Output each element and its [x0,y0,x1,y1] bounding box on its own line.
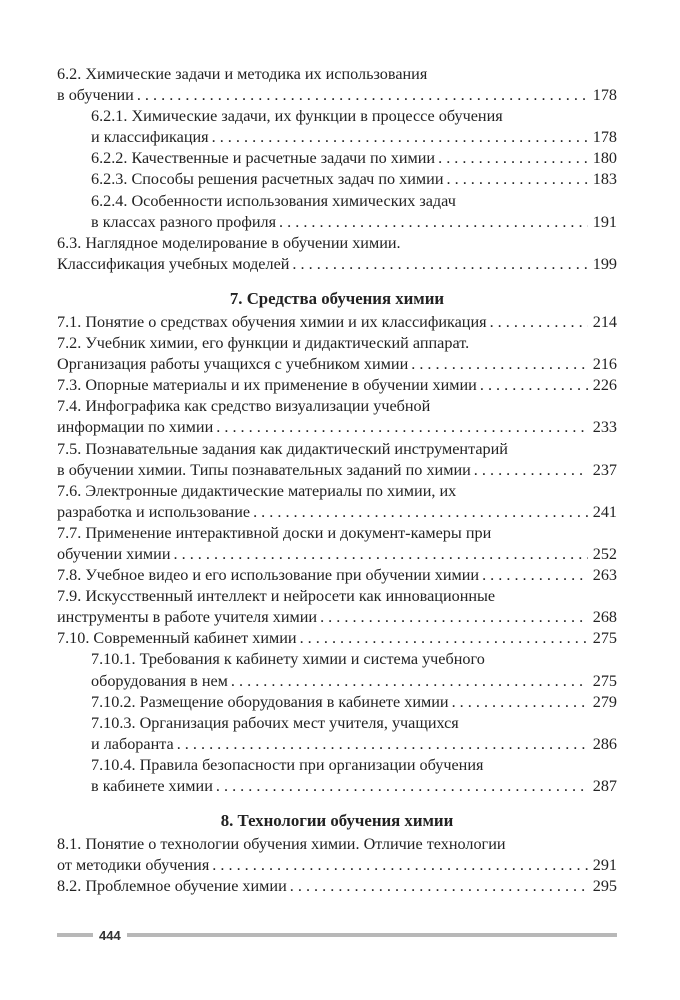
toc-entry-title-line: 6.2. Химические задачи и методика их использования [57,65,428,83]
toc-entry-last-line [57,375,617,396]
toc-entry-title-line: в классах разного профиля [91,212,277,231]
toc-entry-last-line [57,565,617,586]
toc-entry-page: 180 [592,149,617,168]
toc-entry-page: 191 [592,212,617,231]
page-footer [57,927,617,943]
toc-entry-title-line: 7.10.2. Размещение оборудования в кабинете химии [91,692,449,711]
toc-entry-title-line: Классификация учебных моделей [57,254,290,273]
footer-rule-left [57,933,93,937]
toc-entry [57,396,617,438]
toc-entry-last-line [91,148,617,169]
toc-entry [57,692,617,713]
toc-entry [57,169,617,190]
toc-entry [57,755,617,797]
toc-entry [57,628,617,649]
dot-leader [177,734,588,755]
toc-entry-page: 199 [592,254,617,273]
toc-entry-title-line: 7.9. Искусственный интеллект и нейросети как инновационные [57,587,496,606]
toc-entry-last-line [91,212,617,233]
toc-entry-page: 178 [592,128,617,147]
toc-entry-page: 275 [592,629,617,648]
dot-leader [212,855,588,876]
toc-entry-title-line: 7.5. Познавательные задания как дидактический инструментарий [57,439,508,458]
toc-entry-page: 252 [592,544,617,563]
table-of-contents [57,64,617,897]
toc-entry-page: 183 [592,170,617,189]
toc-entry-title-line: 8.2. Проблемное обучение химии [57,877,287,896]
toc-entry-page: 237 [592,460,617,479]
toc-group-chapter-7 [57,312,617,797]
dot-leader [452,692,588,713]
toc-entry [57,333,617,375]
dot-leader [411,354,588,375]
dot-leader [137,85,588,106]
toc-entry-title-line: от методики обучения [57,856,210,875]
toc-entry-page: 268 [592,608,617,627]
toc-entry [57,834,617,876]
toc-entry-page: 214 [592,312,617,331]
footer-rule-right [127,933,617,937]
toc-entry [57,106,617,148]
dot-leader [447,169,589,190]
toc-entry-last-line [57,876,617,897]
toc-entry-title-line: 6.2.3. Способы решения расчетных задач по химии [91,170,444,189]
toc-entry [57,375,617,396]
toc-entry-last-line [91,169,617,190]
dot-leader [174,544,589,565]
toc-entry-title-line: 6.2.4. Особенности использования химических задач [91,191,456,210]
toc-entry [57,586,617,628]
toc-entry-title-line: 7.2. Учебник химии, его функции и дидактический аппарат. [57,334,470,353]
toc-entry [57,148,617,169]
dot-leader [320,607,588,628]
toc-group-chapter-8 [57,834,617,897]
toc-entry-last-line [57,502,617,523]
toc-entry-last-line [91,671,617,692]
toc-entry [57,312,617,333]
toc-entry [57,191,617,233]
dot-leader [212,127,588,148]
dot-leader [216,776,588,797]
dot-leader [438,148,588,169]
toc-entry-last-line [57,312,617,333]
toc-entry-title-line: в обучении [57,86,134,105]
toc-entry-title-line: инструменты в работе учителя химии [57,608,318,627]
toc-entry-last-line [57,544,617,565]
toc-entry-last-line [91,127,617,148]
toc-entry-title-line: 6.3. Наглядное моделирование в обучении химии. [57,233,401,252]
toc-group-chapter-6 [57,64,617,275]
toc-entry-title-line: 7.1. Понятие о средствах обучения химии и их классификация [57,312,487,331]
toc-entry-title-line: 8.1. Понятие о технологии обучения химии. Отличие технологии [57,835,506,854]
toc-entry [57,523,617,565]
toc-entry-title-line: 7.10.4. Правила безопасности при организации обучения [91,755,484,774]
dot-leader [279,212,588,233]
toc-entry-last-line [57,460,617,481]
toc-entry-title-line: обучении химии [57,544,171,563]
dot-leader [292,254,588,275]
dot-leader [290,876,588,897]
dot-leader [474,460,588,481]
toc-entry [57,481,617,523]
toc-entry-title-line: оборудования в нем [91,671,228,690]
toc-entry-title-line: 7.7. Применение интерактивной доски и документ-камеры при [57,523,492,542]
toc-entry-title-line: в кабинете химии [91,777,213,795]
toc-entry-page: 275 [592,671,617,690]
dot-leader [300,628,588,649]
toc-entry-page: 263 [592,566,617,585]
toc-entry [57,713,617,755]
toc-entry-title-line: и лаборанта [91,734,174,753]
dot-leader [490,312,588,333]
toc-entry-last-line [57,628,617,649]
toc-entry-page: 241 [592,502,617,521]
toc-entry-last-line [57,85,617,106]
toc-entry-title-line: 7.4. Инфографика как средство визуализации учебной [57,397,431,416]
toc-entry-title-line: 6.2.1. Химические задачи, их функции в процессе обучения [91,107,503,126]
toc-entry-page: 279 [592,692,617,711]
dot-leader [216,417,588,438]
toc-entry-last-line [91,776,617,797]
toc-entry-title-line: 7.8. Учебное видео и его использование при обучении химии [57,566,480,585]
toc-entry-page: 291 [592,856,617,875]
toc-entry-page: 295 [592,877,617,896]
toc-entry-title-line: Организация работы учащихся с учебником химии [57,355,409,374]
toc-entry-title-line: 7.3. Опорные материалы и их применение в обучении химии [57,376,477,395]
dot-leader [253,502,588,523]
toc-entry-title-line: 7.10.1. Требования к кабинету химии и система учебного [91,650,485,669]
toc-entry-title-line: 7.10. Современный кабинет химии [57,629,297,648]
toc-entry-title-line: разработка и использование [57,502,251,521]
toc-entry [57,64,617,106]
toc-entry-last-line [57,354,617,375]
toc-entry-last-line [57,607,617,628]
toc-entry [57,876,617,897]
toc-entry-page: 226 [592,376,617,395]
toc-entry-last-line [57,254,617,275]
toc-entry-page: 233 [592,418,617,437]
toc-entry [57,233,617,275]
toc-entry-title-line: и классификация [91,128,209,147]
toc-entry-page: 216 [592,355,617,374]
toc-entry-title-line: 7.10.3. Организация рабочих мест учителя, учащихся [91,713,459,732]
page-number: 444 [99,927,121,943]
toc-entry-last-line [57,417,617,438]
toc-entry-title-line: 6.2.2. Качественные и расчетные задачи по химии [91,149,436,168]
toc-entry-page: 178 [592,86,617,105]
toc-entry-title-line: в обучении химии. Типы познавательных заданий по химии [57,460,471,479]
toc-entry-last-line [91,734,617,755]
toc-entry-last-line [91,692,617,713]
dot-leader [480,375,588,396]
toc-entry [57,649,617,691]
section-heading-chapter-7: 7. Средства обучения химии [229,288,445,308]
section-heading-chapter-8: 8. Технологии обучения химии [220,811,454,831]
toc-entry-title-line: 7.6. Электронные дидактические материалы по химии, их [57,481,457,500]
toc-entry-title-line: информации по химии [57,418,214,437]
dot-leader [482,565,588,586]
toc-entry [57,565,617,586]
dot-leader [231,671,588,692]
toc-entry-last-line [57,855,617,876]
toc-entry-page: 286 [592,734,617,753]
toc-entry-page: 287 [592,777,617,795]
toc-entry [57,439,617,481]
